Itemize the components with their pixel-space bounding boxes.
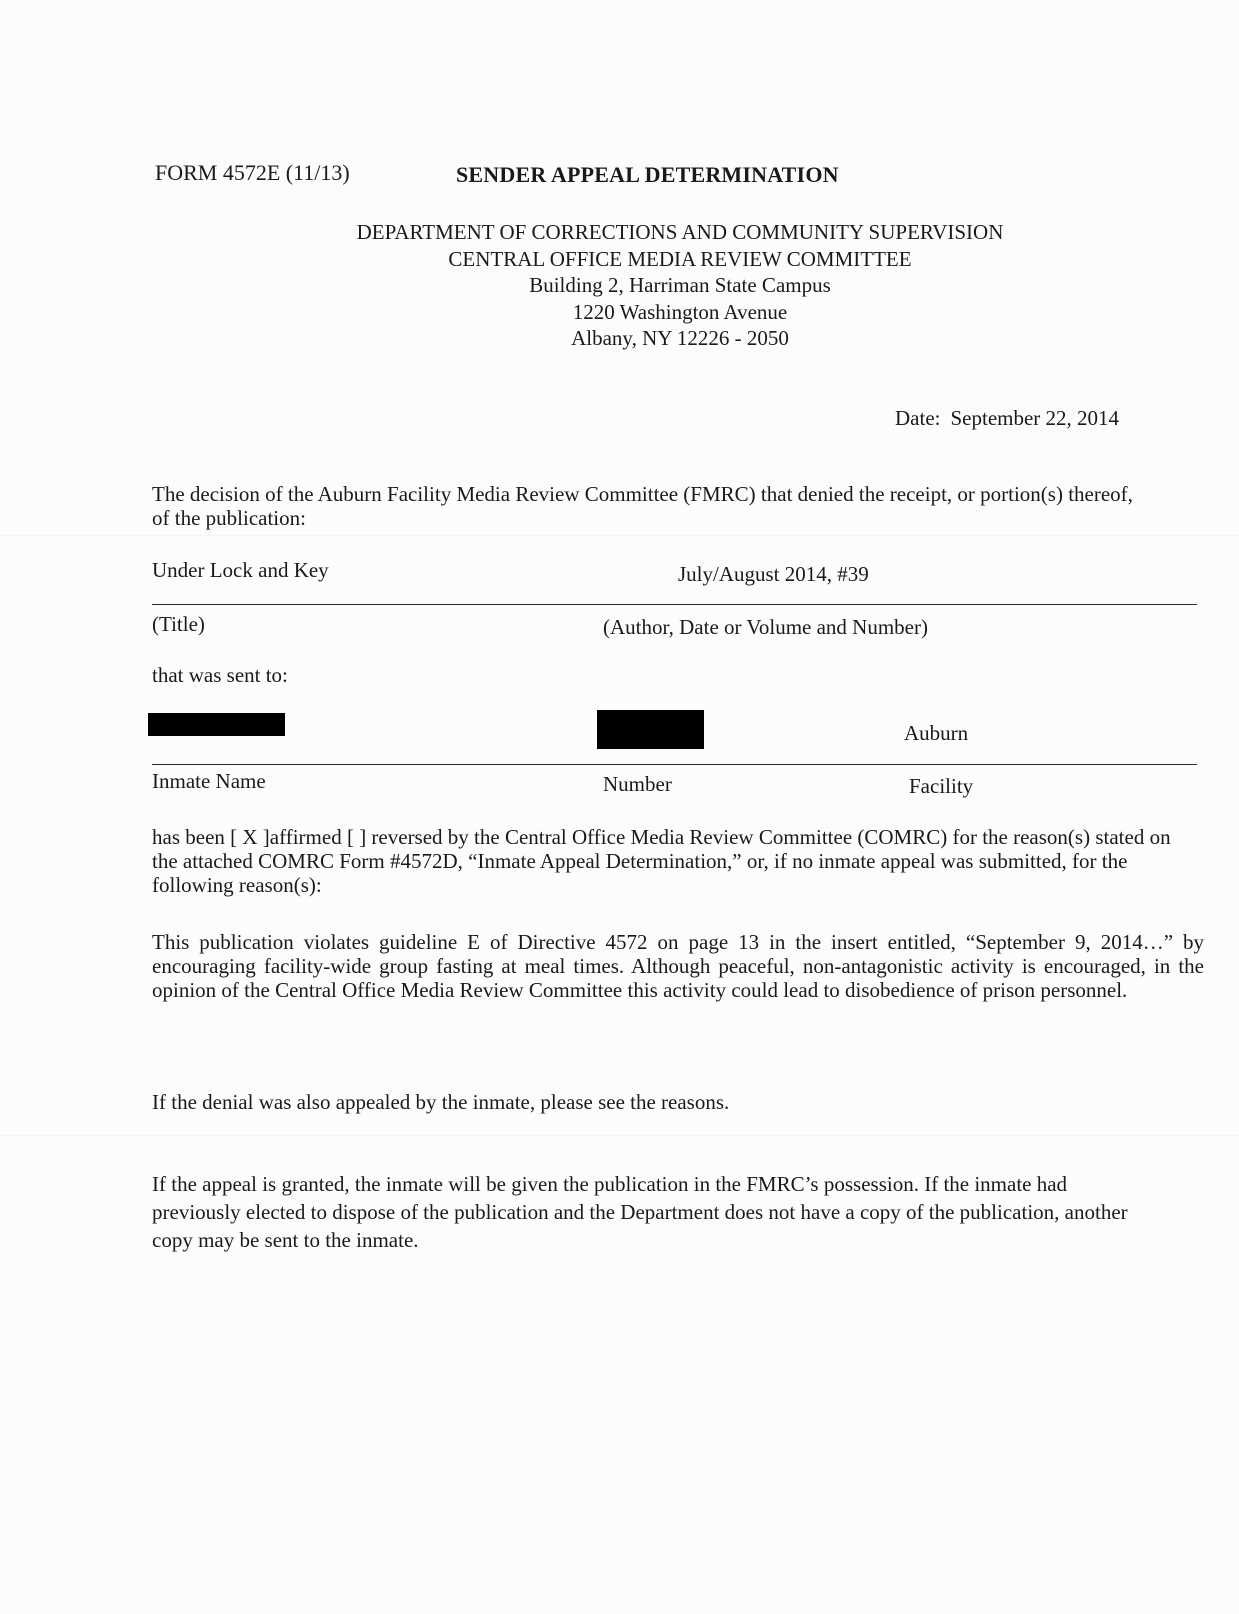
inmate-name-label: Inmate Name [152,769,266,793]
determination-paragraph: has been [ X ]affirmed [ ] reversed by the Central Office Media Review Committee (COMRC) for the reason(s) stated on the attached COMRC Form #4572D, “Inmate Appeal Determination,” or, if no inmate appeal was submitted, for the following reason(s): [152,825,1171,897]
address-line-3: Albany, NY 12226 - 2050 [571,326,789,350]
facility-value: Auburn [904,721,969,745]
redacted-inmate-number [597,710,704,749]
form-number: FORM 4572E (11/13) [155,160,350,185]
department-name: DEPARTMENT OF CORRECTIONS AND COMMUNITY SUPERVISION [356,220,1004,244]
title-label: (Title) [152,612,205,636]
publication-rule [152,604,1197,605]
redacted-inmate-name [148,713,285,736]
violation-reason-paragraph: This publication violates guideline E of Directive 4572 on page 13 in the insert entitled, “September 9, 2014…” by encouraging facility-wide group fasting at meal times. Although peaceful, non-antagonistic activity is encouraged, in the opinion of the Central Office Media Review Committee this activity could lead to disobedience of prison personnel. [152,930,1204,1002]
recipient-rule [152,764,1197,765]
address-line-2: 1220 Washington Avenue [572,299,788,324]
committee-name: CENTRAL OFFICE MEDIA REVIEW COMMITTEE [448,246,912,271]
author-label: (Author, Date or Volume and Number) [603,615,928,639]
form-title: SENDER APPEAL DETERMINATION [456,162,839,187]
date-line [895,405,1119,431]
facility-label: Facility [909,774,974,798]
sent-to-label: that was sent to: [152,663,288,687]
address-line-1: Building 2, Harriman State Campus [529,273,831,297]
paper-fold-line [0,1135,1239,1137]
publication-author-value: July/August 2014, #39 [678,562,869,586]
letterhead [300,219,1060,352]
intro-paragraph: The decision of the Auburn Facility Media Review Committee (FMRC) that denied the receipt, or portion(s) thereof, of the publication: [152,482,1133,530]
date-value: September 22, 2014 [950,406,1120,430]
publication-title-value: Under Lock and Key [152,558,329,582]
paper-fold-line [0,535,1239,537]
appeal-granted-paragraph: If the appeal is granted, the inmate will be given the publication in the FMRC’s possession. If the inmate had previously elected to dispose of the publication and the Department does not have a copy of the publication, another copy may be sent to the inmate. [152,1172,1128,1252]
also-appealed-paragraph: If the denial was also appealed by the inmate, please see the reasons. [152,1090,730,1114]
date-label: Date: [895,406,941,430]
number-label: Number [603,772,672,796]
